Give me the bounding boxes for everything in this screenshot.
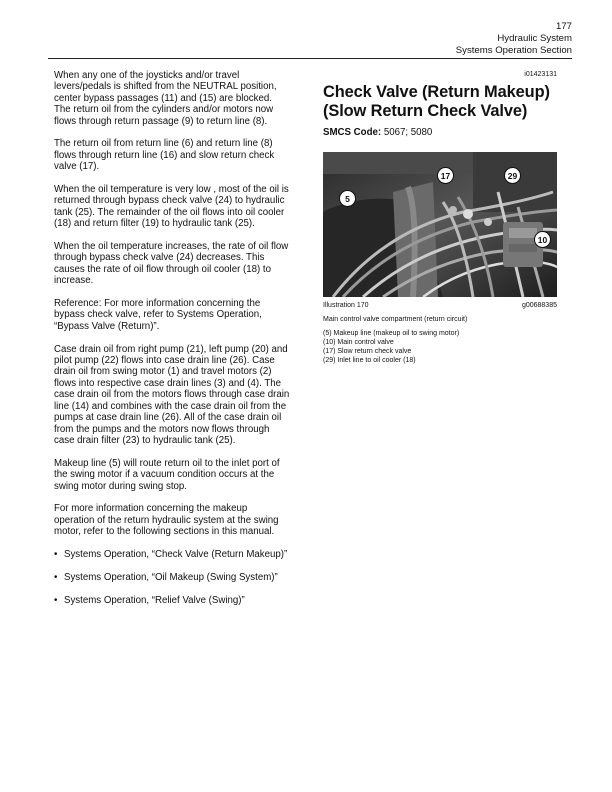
- list-item: • Systems Operation, “Oil Makeup (Swing System)”: [54, 572, 290, 583]
- document-id: i01423131: [524, 71, 557, 78]
- paragraph: The return oil from return line (6) and return line (8) flows through return line (16) and slow return check valve (17).: [54, 138, 275, 173]
- legend-item: (29) Inlet line to oil cooler (18): [323, 357, 416, 364]
- header-divider: [48, 58, 572, 59]
- list-item: • Systems Operation, “Check Valve (Return Makeup)”: [54, 549, 290, 560]
- list-item: • Systems Operation, “Relief Valve (Swing)”: [54, 595, 290, 606]
- paragraph: Makeup line (5) will route return oil to the inlet port of the swing motor if a vacuum condition occurs at the swing motor during swing stop.: [54, 457, 280, 492]
- legend-item: (5) Makeup line (makeup oil to swing motor): [323, 330, 460, 337]
- smcs-value: 5067; 5080: [381, 127, 433, 138]
- section-heading: Check Valve (Return Makeup) (Slow Return Check Valve): [323, 83, 550, 120]
- page-number: 177: [555, 21, 572, 32]
- smcs-label: SMCS Code:: [323, 127, 382, 138]
- paragraph: When the oil temperature is very low , most of the oil is returned through bypass check valve (24) to hydraulic tank (25). The remainder of the oil flows into oil cooler (18) and return filter (19) to hydraulic tank (25).: [54, 184, 289, 230]
- legend-item: (17) Slow return check valve: [323, 348, 412, 355]
- illustration-description: Main control valve compartment (return circuit): [323, 316, 468, 323]
- paragraph: When any one of the joysticks and/or travel levers/pedals is shifted from the NEUTRAL position, center bypass passages (11) and (15) are blocked. The return oil from the cylinders and/or motors now flows through return passage (9) to return line (8).: [54, 70, 277, 127]
- chapter-title: Hydraulic System: [497, 33, 572, 44]
- graphic-id: g00688385: [521, 302, 557, 309]
- reference-text: For more information concerning the bypass check valve, refer to Systems Operation, “Bypass Valve (Return)”.: [54, 298, 262, 332]
- reference-label: Reference:: [54, 298, 102, 310]
- reference-paragraph: [54, 298, 290, 332]
- callout-5: 5: [339, 190, 356, 207]
- illustration-number: Illustration 170: [323, 302, 369, 309]
- callout-29: 29: [504, 167, 521, 184]
- callout-17: 17: [437, 167, 454, 184]
- callout-10: 10: [534, 231, 551, 248]
- page-header: [456, 21, 572, 57]
- section-title: Systems Operation Section: [455, 45, 572, 56]
- reference-list: [54, 549, 290, 606]
- illustration-photo: [323, 152, 557, 297]
- paragraph: When the oil temperature increases, the rate of oil flow through bypass check valve (24) decreases. This causes the rate of oil flow through oil cooler (18) to increase.: [54, 241, 289, 287]
- paragraph: Case drain oil from right pump (21), left pump (20) and pilot pump (22) flows into case drain line (26). Case drain oil from swing motor (1) and travel motors (2) flows into respective case drain lines (3) and (4). The case drain oil from the motors flows through case drain line (14) and combines with the case drain oil from the pumps at case drain line (26). All of the case drain oil from the pumps and the motors now flows through case drain filter (23) to hydraulic tank (25).: [54, 343, 290, 446]
- right-column: [323, 70, 557, 365]
- smcs-code: [323, 127, 557, 139]
- left-column: [54, 70, 290, 617]
- illustration-caption-row: [323, 301, 557, 310]
- paragraph: For more information concerning the makeup operation of the return hydraulic system at the swing motor, refer to the following sections in this manual.: [54, 503, 279, 538]
- legend-item: (10) Main control valve: [323, 339, 394, 346]
- illustration-legend: [323, 329, 557, 365]
